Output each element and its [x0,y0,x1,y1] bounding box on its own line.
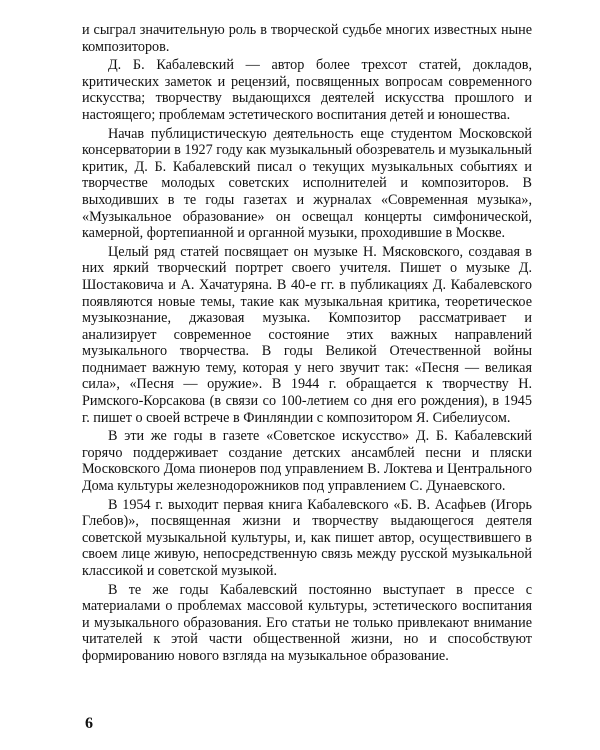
paragraph-publicism: Начав публицистическую деятельность еще студентом Московской консерватории в 1927 году как музыкальный обозреватель и музыкальный критик, Д. Б. Кабалевский писал о текущих музыкальных событиях и творчестве молодых советских исполнителей и композиторов. В выходивших в те годы газетах и журналах «Современная музыка», «Музыкальное образование» он освещал концерты симфонической, камерной, фортепианной и органной музыки, проходившие в Москве. [82,125,532,242]
paragraph-soviet-art: В эти же годы в газете «Советское искусство» Д. Б. Кабалевский горячо поддерживает создание детских ансамблей песни и пляски Московского Дома пионеров под управлением В. Локтева и Центрального Дома культуры железнодорожников под управлением С. Дунаевского. [82,428,532,495]
body-text [82,22,532,667]
paragraph-articles: Д. Б. Кабалевский — автор более трехсот статей, докладов, критических заметок и рецензий, посвященных вопросам современного искусства; творчеству выдающихся деятелей искусства прошлого и настоящего; проблемам эстетического воспитания детей и юношества. [82,57,532,123]
paragraph-asafiev-book: В 1954 г. выходит первая книга Кабалевского «Б. В. Асафьев (Игорь Глебов)», посвященная жизни и творчеству выдающегося деятеля советской музыкальной культуры, и, как пишет автор, осуществившего в своем лице живую, непосредственную связь между русской музыкальной классикой и советской музыкой. [82,496,532,579]
paragraph-continuation: и сыграл значительную роль в творческой судьбе многих известных ныне композиторов. [82,22,532,55]
paragraph-myaskovsky: Целый ряд статей посвящает он музыке Н. Мясковского, создавая в них яркий творческий портрет своего учителя. Пишет о музыке Д. Шостаковича и А. Хачатуряна. В 40-е гг. в публикациях Д. Кабалевского появляются новые темы, такие как музыкальная критика, теоретическое музыкознание, джазовая музыка. Композитор рассматривает и анализирует современное состояние этих важных направлений музыкального творчества. В годы Великой Отечественной войны поднимает важную тему, которая у него звучит так: «Песня — великая сила», «Песня — оружие». В 1944 г. обращается к творчеству Н. Римского-Корсакова (в связи со 100-летием со дня его рождения), в 1945 г. пишет о своей встрече в Финляндии с композитором Я. Сибелиусом. [82,243,532,426]
paragraph-press: В те же годы Кабалевский постоянно выступает в прессе с материалами о проблемах массовой культуры, эстетического воспитания и музыкального образования. Его статьи не только привлекают внимание читателей к этой части общественной жизни, но и способствуют формированию нового взгляда на музыкальное образование. [82,581,532,664]
page-number: 6 [85,715,93,732]
